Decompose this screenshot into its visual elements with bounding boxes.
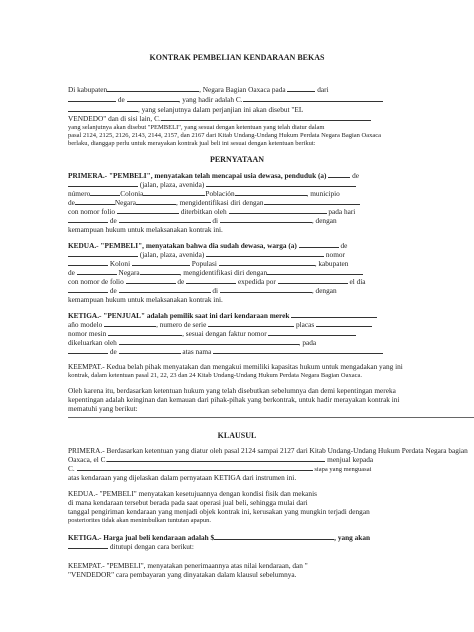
intro-line: pasal 2124, 2125, 2126, 2143, 2144, 2157, dan 2167 dari Kitab Undang-Undang Hukum Perdata Negara Bagian Oaxaca	[68, 132, 382, 139]
document-title: KONTRAK PEMBELIAN KENDARAAN BEKAS	[149, 53, 325, 62]
kedua-line: de Negara , mengidentifikasi diri dengan	[68, 268, 363, 277]
closing-line: mematuhi yang berikut:	[68, 404, 138, 413]
klausul-keempat-line: KEEMPAT.- "PEMBELI", menyatakan penerimaannya atas nilai kendaraan, dan "	[68, 561, 308, 570]
kedua-line: de di , dengan	[68, 286, 337, 295]
ketiga-line: de atas nama	[68, 347, 383, 356]
kedua-line: KEDUA.- "PEMBELI", menyatakan bahwa dia sudah dewasa, warga (a) de	[68, 241, 348, 250]
kedua-line: con nomor de folio de expedida por el día	[68, 277, 366, 286]
primera-line: kemampuan hukum untuk melaksanakan kontrak ini.	[68, 225, 223, 234]
closing-line: Oleh karena itu, berdasarkan ketentuan hukum yang telah disebutkan sebelumnya dan demi kepentingan mereka	[68, 386, 396, 395]
intro-line: VENDEDO" dan di sisi lain, C.	[68, 114, 371, 123]
klausul-primera-line: C. siapa yang menguasai	[68, 464, 372, 473]
kedua-line: Koloni Populasi , kabupaten	[68, 259, 348, 268]
primera-line: PRIMERA.- "PEMBELI", menyatakan telah mencapai usia dewasa, penduduk (a) de	[68, 171, 360, 180]
kedua-line: (jalan, plaza, avenida) nomor	[68, 250, 345, 259]
primera-line: de Negara , mengidentifikasi diri dengan	[68, 198, 360, 207]
ketiga-line: dikeluarkan oleh , pada	[68, 338, 317, 347]
pernyataan-heading: PERNYATAAN	[209, 155, 265, 164]
ketiga-line: año modelo , numero de serie placas	[68, 320, 372, 329]
klausul-kedua-line: KEDUA.- "PEMBELI" menyatakan kesetujuannya dengan kondisi fisik dan mekanis	[68, 489, 317, 498]
klausul-ketiga-line: KETIGA.- Harga jual beli kendaraan adalah $ , yang akan	[68, 533, 371, 542]
primera-line: (jalan, plaza, avenida)	[68, 180, 356, 189]
klausul-keempat-line: "VENDEDOR" cara pembayaran yang dinyatakan dalam klausul sebelumnya.	[68, 570, 297, 579]
klausul-heading: KLAUSUL	[217, 431, 257, 440]
kedua-line: kemampuan hukum untuk melaksanakan kontrak ini.	[68, 295, 223, 304]
intro-line: berlaku, dianggap perlu untuk merayakan kontrak jual beli ini sesuai dengan ketentuan berikut:	[68, 140, 316, 147]
klausul-primera-line: atas kendaraan yang dijelaskan dalam pernyataan KETIGA dari instrumen ini.	[68, 473, 297, 482]
ketiga-line: nomor mesin , sesuai dengan faktur nomor	[68, 329, 356, 338]
primera-line: con nomor folio diterbitkan oleh pada hari	[68, 207, 356, 216]
klausul-primera-line: Oaxaca, el C. menjual kepada	[68, 455, 374, 464]
keempat-line: kontrak, dalam ketentuan pasal 21, 22, 23 dan 24 Kitab Undang-Undang Hukum Perdata Negara Bagian Oaxaca.	[68, 372, 363, 379]
klausul-kedua-line: tanggal pengiriman kendaraan yang menjadi objek kontrak ini, kerusakan yang mungkin terjadi dengan	[68, 507, 370, 516]
keempat-line: KEEMPAT.- Kedua belah pihak menyatakan dan mengakui memiliki kapasitas hukum untuk mengadakan yang ini	[68, 362, 403, 371]
intro-line: yang selanjutnya akan disebut "PEMBELI", yang sesuai dengan ketentuan yang telah diatur dalam	[68, 124, 325, 131]
klausul-ketiga-line: ditutupi dengan cara berikut:	[68, 542, 194, 551]
klausul-kedua-line: posteriorites tidak akan menimbulkan tuntutan apapun.	[68, 517, 211, 524]
intro-line: de , yang hadir adalah C.	[68, 95, 383, 104]
intro-line: Di kabupaten , Negara Bagian Oaxaca pada dari	[68, 85, 329, 94]
intro-line: , yang selanjutnya dalam perjanjian ini akan disebut "EL	[68, 105, 303, 114]
klausul-kedua-line: di mana kendaraan tersebut berada pada saat operasi jual beli, sehingga mulai dari	[68, 498, 308, 507]
primera-line: de di , dengan	[68, 216, 337, 225]
divider	[68, 417, 474, 418]
closing-line: kepentingan adalah keinginan dan kemauan dari pihak-pihak yang berkontrak, untuk hadir merayakan kontrak ini	[68, 395, 400, 404]
primera-line: número Colonia Población , municipio	[68, 189, 340, 198]
klausul-primera-line: PRIMERA.- Berdasarkan ketentuan yang diatur oleh pasal 2124 sampai 2127 dari Kitab Undang-Undang Hukum Perdata Negara bagian	[68, 446, 468, 455]
ketiga-line: KETIGA.- "PENJUAL" adalah pemilik saat ini dari kendaraan merek	[68, 311, 377, 320]
